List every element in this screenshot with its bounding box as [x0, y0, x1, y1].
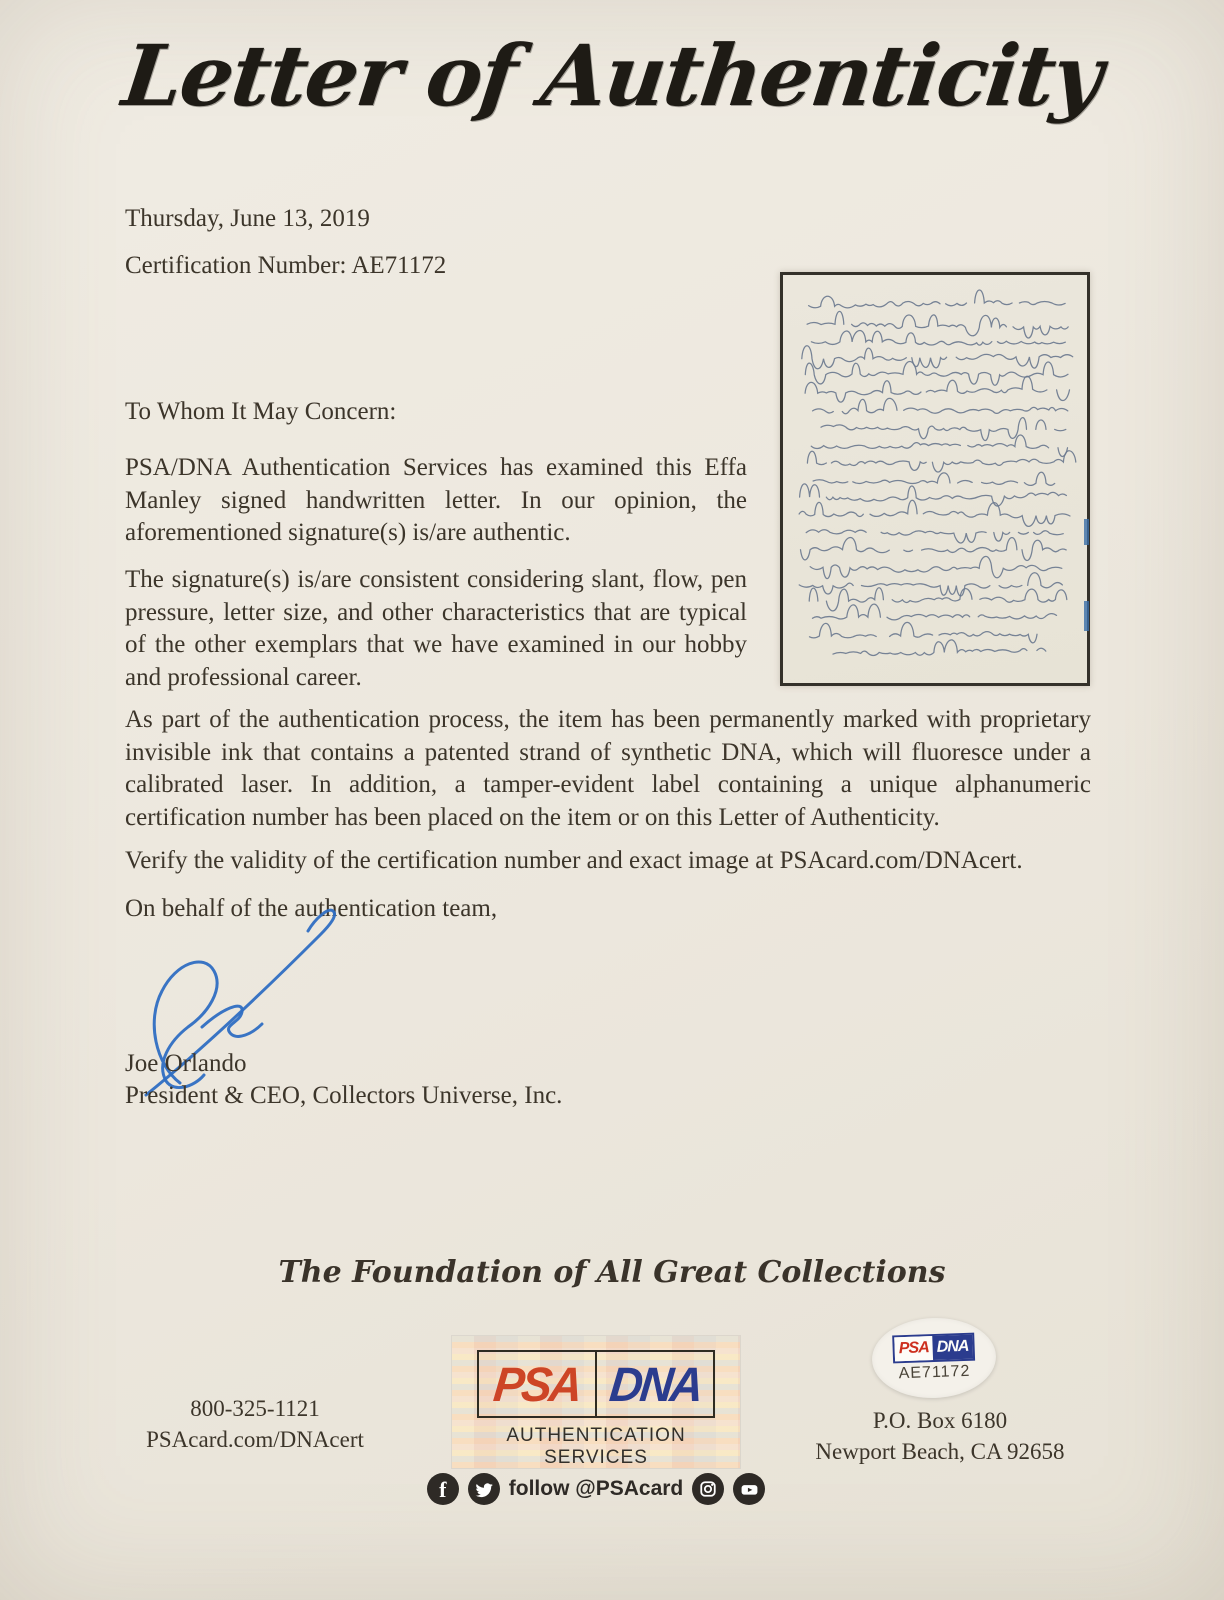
- date-line: Thursday, June 13, 2019: [125, 205, 370, 232]
- address-po-box: P.O. Box 6180: [872, 1408, 1008, 1433]
- signature-block: [125, 1048, 562, 1112]
- signer-name: Joe Orlando: [125, 1050, 247, 1077]
- page-title: Letter of Authenticity: [117, 26, 1107, 125]
- logo-subtitle: AUTHENTICATION SERVICES: [506, 1425, 686, 1468]
- youtube-icon: [733, 1473, 765, 1505]
- ink-mark: [1084, 519, 1089, 545]
- psa-logo-text: PSA: [491, 1356, 583, 1412]
- signer-title: President & CEO, Collectors Universe, Inc.: [125, 1082, 563, 1109]
- paragraph-consistency: The signature(s) is/are consistent considering slant, flow, pen pressure, letter size, and other characteristics that are typical of the other exemplars that we have examined in our hobby and professional career.: [125, 566, 747, 691]
- sticker-cert-number: AE71172: [898, 1362, 971, 1383]
- twitter-icon: [468, 1473, 500, 1505]
- handwritten-letter-image: [793, 284, 1077, 676]
- sticker-psa-dna-logo: [892, 1333, 975, 1364]
- paragraph-on-behalf: On behalf of the authentication team,: [125, 895, 498, 922]
- address-block: [790, 1405, 1090, 1467]
- ink-mark: [1084, 601, 1089, 631]
- instagram-icon: [692, 1473, 724, 1505]
- salutation: To Whom It May Concern:: [125, 398, 397, 425]
- psa-dna-logo: [477, 1350, 715, 1418]
- contact-phone: 800-325-1121: [190, 1396, 320, 1421]
- paragraph-verify: Verify the validity of the certification number and exact image at PSAcard.com/DNAcert.: [125, 847, 1023, 874]
- dna-logo-box: [597, 1352, 713, 1416]
- follow-text: follow @PSAcard: [508, 1477, 684, 1500]
- address-city: Newport Beach, CA 92658: [815, 1439, 1065, 1464]
- dna-logo-text: DNA: [606, 1356, 704, 1412]
- psa-logo-box: [479, 1352, 597, 1416]
- paragraph-opinion: PSA/DNA Authentication Services has examined this Effa Manley signed handwritten letter. In our opinion, the aforementioned signature(s) is/are authentic.: [125, 454, 747, 546]
- authenticated-letter-photo: [780, 272, 1090, 686]
- facebook-icon: f: [427, 1473, 459, 1505]
- paragraph-dna-marking: As part of the authentication process, the item has been permanently marked with proprietary invisible ink that contains a patented strand of synthetic DNA, which will fluoresce under a calibrated laser. In addition, a tamper-evident label containing a unique alphanumeric certification number has been placed on the item or on this Letter of Authenticity.: [125, 706, 1091, 831]
- social-row: [438, 1473, 754, 1505]
- sticker-psa-text: PSA: [894, 1336, 933, 1361]
- contact-block: [110, 1393, 400, 1455]
- cert-sticker: [871, 1316, 998, 1400]
- company-motto: The Foundation of All Great Collections: [278, 1255, 946, 1290]
- certification-number: Certification Number: AE71172: [125, 252, 447, 279]
- psa-dna-hologram-label: [452, 1336, 740, 1468]
- contact-website: PSAcard.com/DNAcert: [146, 1427, 364, 1452]
- sticker-dna-text: DNA: [932, 1335, 972, 1360]
